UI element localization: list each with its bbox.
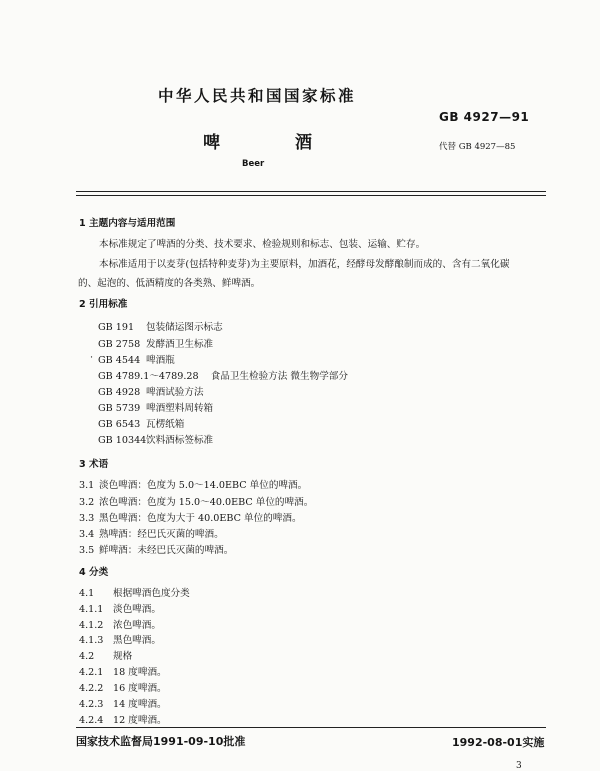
national-standard-heading: 中华人民共和国国家标准 bbox=[158, 87, 357, 105]
reference-item bbox=[98, 336, 213, 350]
reference-title: 饮料酒标签标准 bbox=[146, 435, 214, 446]
classification-text: 根据啤酒色度分类 bbox=[113, 588, 190, 599]
classification-item bbox=[79, 601, 161, 615]
reference-code: GB 5739 bbox=[98, 403, 141, 414]
reference-code: GB 191 bbox=[98, 322, 135, 333]
classification-text: 浓色啤酒。 bbox=[113, 620, 161, 631]
reference-code: GB 4928 bbox=[98, 387, 141, 398]
section-1-paragraph-2-line-1: 本标准适用于以麦芽(包括特种麦芽)为主要原料，加酒花，经酵母发酵酿制而成的、含有二氧化碳 bbox=[99, 259, 510, 270]
classification-item bbox=[79, 617, 161, 631]
reference-item bbox=[98, 400, 213, 414]
classification-item bbox=[79, 664, 167, 678]
reference-code: GB 4544 bbox=[98, 355, 141, 366]
term-number: 3.1 bbox=[79, 480, 95, 491]
approval-note: 国家技术监督局1991-09-10批准 bbox=[76, 735, 246, 748]
reference-title: 啤酒塑料周转箱 bbox=[146, 403, 214, 414]
section-1-heading: 1 主题内容与适用范围 bbox=[79, 218, 176, 229]
classification-number: 4.2.3 bbox=[79, 699, 104, 710]
classification-text: 淡色啤酒。 bbox=[113, 604, 161, 615]
classification-item bbox=[79, 712, 167, 726]
term-item bbox=[79, 477, 307, 491]
term-number: 3.3 bbox=[79, 513, 95, 524]
header-divider-bottom bbox=[76, 195, 546, 196]
classification-number: 4.2 bbox=[79, 651, 95, 662]
term-item bbox=[79, 526, 224, 540]
effective-date: 1992-08-01实施 bbox=[452, 736, 545, 749]
term-text: 淡色啤酒：色度为 5.0～14.0EBC 单位的啤酒。 bbox=[99, 480, 308, 491]
header-divider-top bbox=[76, 191, 546, 192]
term-number: 3.4 bbox=[79, 529, 95, 540]
classification-number: 4.2.2 bbox=[79, 683, 104, 694]
term-item bbox=[79, 494, 313, 508]
replaces-note: 代替 GB 4927—85 bbox=[439, 142, 516, 152]
classification-item bbox=[79, 680, 167, 694]
section-4-heading: 4 分类 bbox=[79, 567, 109, 578]
term-text: 黑色啤酒：色度为大于 40.0EBC 单位的啤酒。 bbox=[99, 513, 302, 524]
classification-number: 4.2.1 bbox=[79, 667, 104, 678]
classification-text: 黑色啤酒。 bbox=[113, 635, 161, 646]
classification-text: 规格 bbox=[113, 651, 133, 662]
reference-item bbox=[98, 416, 184, 430]
classification-text: 18 度啤酒。 bbox=[113, 667, 167, 678]
classification-item bbox=[79, 632, 161, 646]
classification-item bbox=[79, 648, 132, 662]
english-title: Beer bbox=[242, 159, 265, 169]
classification-number: 4.1.1 bbox=[79, 604, 104, 615]
section-1-paragraph-2-line-2: 的、起泡的、低酒精度的各类熟、鲜啤酒。 bbox=[78, 278, 261, 289]
standard-code: GB 4927—91 bbox=[439, 110, 530, 124]
reference-title: 瓦楞纸箱 bbox=[146, 419, 185, 430]
classification-text: 16 度啤酒。 bbox=[113, 683, 167, 694]
term-number: 3.5 bbox=[79, 545, 95, 556]
document-title-part1: 啤 bbox=[203, 133, 220, 153]
classification-number: 4.2.4 bbox=[79, 715, 104, 726]
reference-item bbox=[98, 368, 348, 382]
classification-item bbox=[79, 696, 167, 710]
reference-title: 包装储运图示标志 bbox=[146, 322, 223, 333]
reference-code: GB 2758 bbox=[98, 339, 141, 350]
document-title-part2: 酒 bbox=[295, 133, 312, 153]
term-item bbox=[79, 510, 302, 524]
reference-item bbox=[98, 384, 204, 398]
page-number: 3 bbox=[516, 761, 522, 771]
classification-number: 4.1 bbox=[79, 588, 95, 599]
classification-number: 4.1.2 bbox=[79, 620, 104, 631]
reference-code: GB 4789.1～4789.28 bbox=[98, 371, 199, 382]
reference-marker: · bbox=[90, 352, 94, 363]
reference-item bbox=[98, 432, 213, 446]
section-3-heading: 3 术语 bbox=[79, 459, 109, 470]
term-text: 熟啤酒：经巴氏灭菌的啤酒。 bbox=[99, 529, 224, 540]
footer-divider bbox=[76, 727, 546, 728]
term-text: 浓色啤酒：色度为 15.0～40.0EBC 单位的啤酒。 bbox=[99, 497, 314, 508]
reference-code: GB 10344 bbox=[98, 435, 147, 446]
classification-number: 4.1.3 bbox=[79, 635, 104, 646]
reference-item bbox=[98, 319, 223, 333]
term-text: 鲜啤酒：未经巴氏灭菌的啤酒。 bbox=[99, 545, 234, 556]
reference-item bbox=[98, 352, 175, 366]
reference-code: GB 6543 bbox=[98, 419, 141, 430]
term-number: 3.2 bbox=[79, 497, 95, 508]
reference-title: 啤酒瓶 bbox=[146, 355, 175, 366]
classification-item bbox=[79, 585, 190, 599]
term-item bbox=[79, 542, 233, 556]
classification-text: 12 度啤酒。 bbox=[113, 715, 167, 726]
reference-title: 啤酒试验方法 bbox=[146, 387, 204, 398]
section-1-paragraph-1: 本标准规定了啤酒的分类、技术要求、检验规则和标志、包装、运输、贮存。 bbox=[99, 239, 426, 250]
classification-text: 14 度啤酒。 bbox=[113, 699, 167, 710]
reference-title: 发酵酒卫生标准 bbox=[146, 339, 214, 350]
section-2-heading: 2 引用标准 bbox=[79, 299, 128, 310]
reference-title: 食品卫生检验方法 微生物学部分 bbox=[210, 371, 348, 382]
